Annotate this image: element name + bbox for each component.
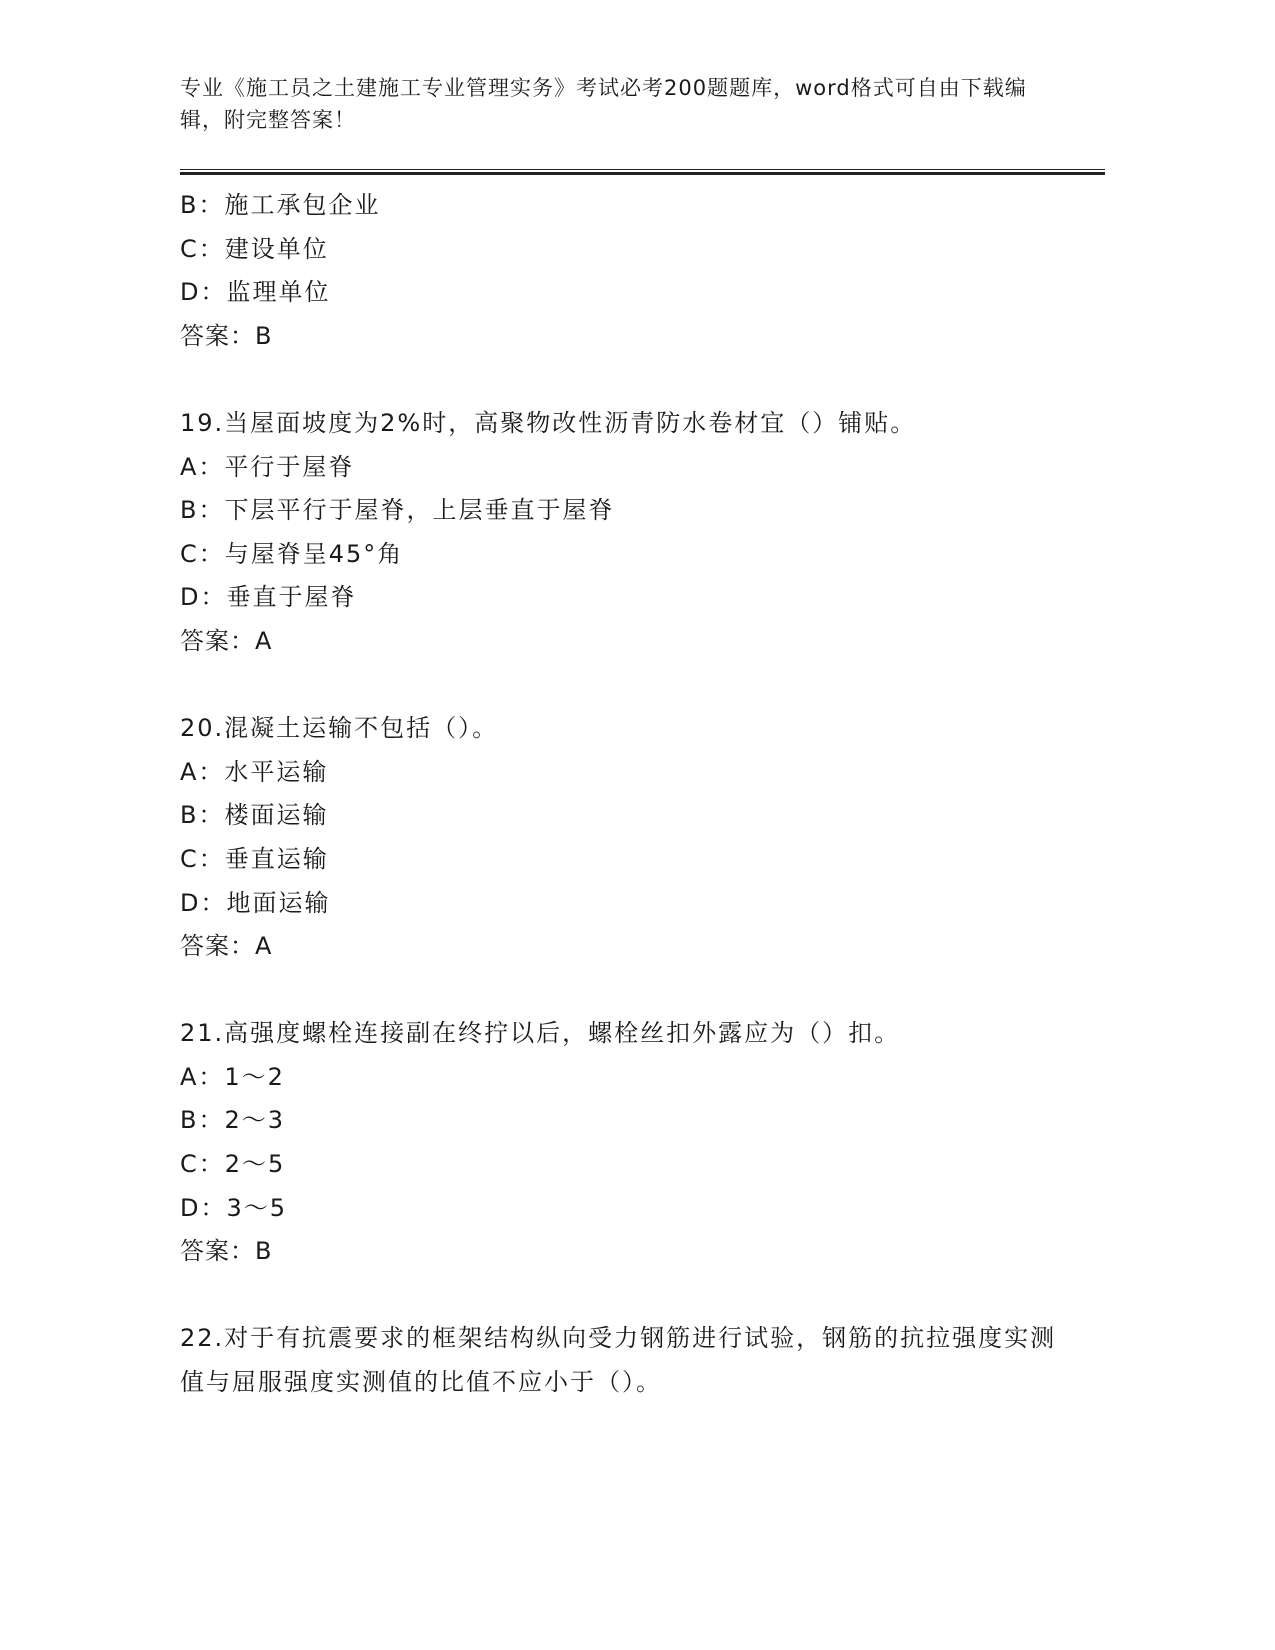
document-header [180,72,1060,136]
answer-line: 答案：A [180,626,273,655]
answer-line: 答案：B [180,321,273,350]
spacer [180,1274,1060,1318]
question-block [180,184,1060,358]
question-block [180,1012,1060,1274]
option-d: D：地面运输 [180,888,331,917]
question-text: 19.当屋面坡度为2%时，高聚物改性沥青防水卷材宜（）铺贴。 [180,408,917,437]
option-c: C：垂直运输 [180,844,329,873]
option-a: A：水平运输 [180,757,329,786]
question-block [180,707,1060,969]
question-text: 21.高强度螺栓连接副在终拧以后，螺栓丝扣外露应为（）扣。 [180,1019,901,1048]
question-list [180,184,1060,1405]
answer-line: 答案：B [180,1237,273,1266]
option-b: B：施工承包企业 [180,191,381,219]
option-c: C：2～5 [180,1150,286,1179]
option-a: A：1～2 [180,1062,285,1091]
option-c: C：与屋脊呈45°角 [180,539,404,568]
option-c: C：建设单位 [180,234,329,263]
header-text: 专业《施工员之土建施工专业管理实务》考试必考200题题库，word格式可自由下载编辑，附完整答案！ [180,76,1027,132]
question-text: 20.混凝土运输不包括（）。 [180,714,499,743]
header-rule-thin [180,169,1105,170]
spacer [180,358,1060,402]
question-block [180,1317,1060,1404]
header-rule-thick [180,172,1105,175]
option-d: D：垂直于屋脊 [180,583,357,612]
spacer [180,664,1060,708]
option-b: B：2～3 [180,1106,286,1135]
option-b: B：下层平行于屋脊，上层垂直于屋脊 [180,496,615,525]
option-b: B：楼面运输 [180,801,329,830]
option-d: D：监理单位 [180,278,331,307]
question-text: 22.对于有抗震要求的框架结构纵向受力钢筋进行试验，钢筋的抗拉强度实测值与屈服强度实测值的比值不应小于（）。 [180,1324,1057,1397]
answer-line: 答案：A [180,932,273,961]
question-block [180,402,1060,664]
option-a: A：平行于屋脊 [180,452,355,481]
option-d: D：3～5 [180,1193,288,1222]
spacer [180,969,1060,1013]
